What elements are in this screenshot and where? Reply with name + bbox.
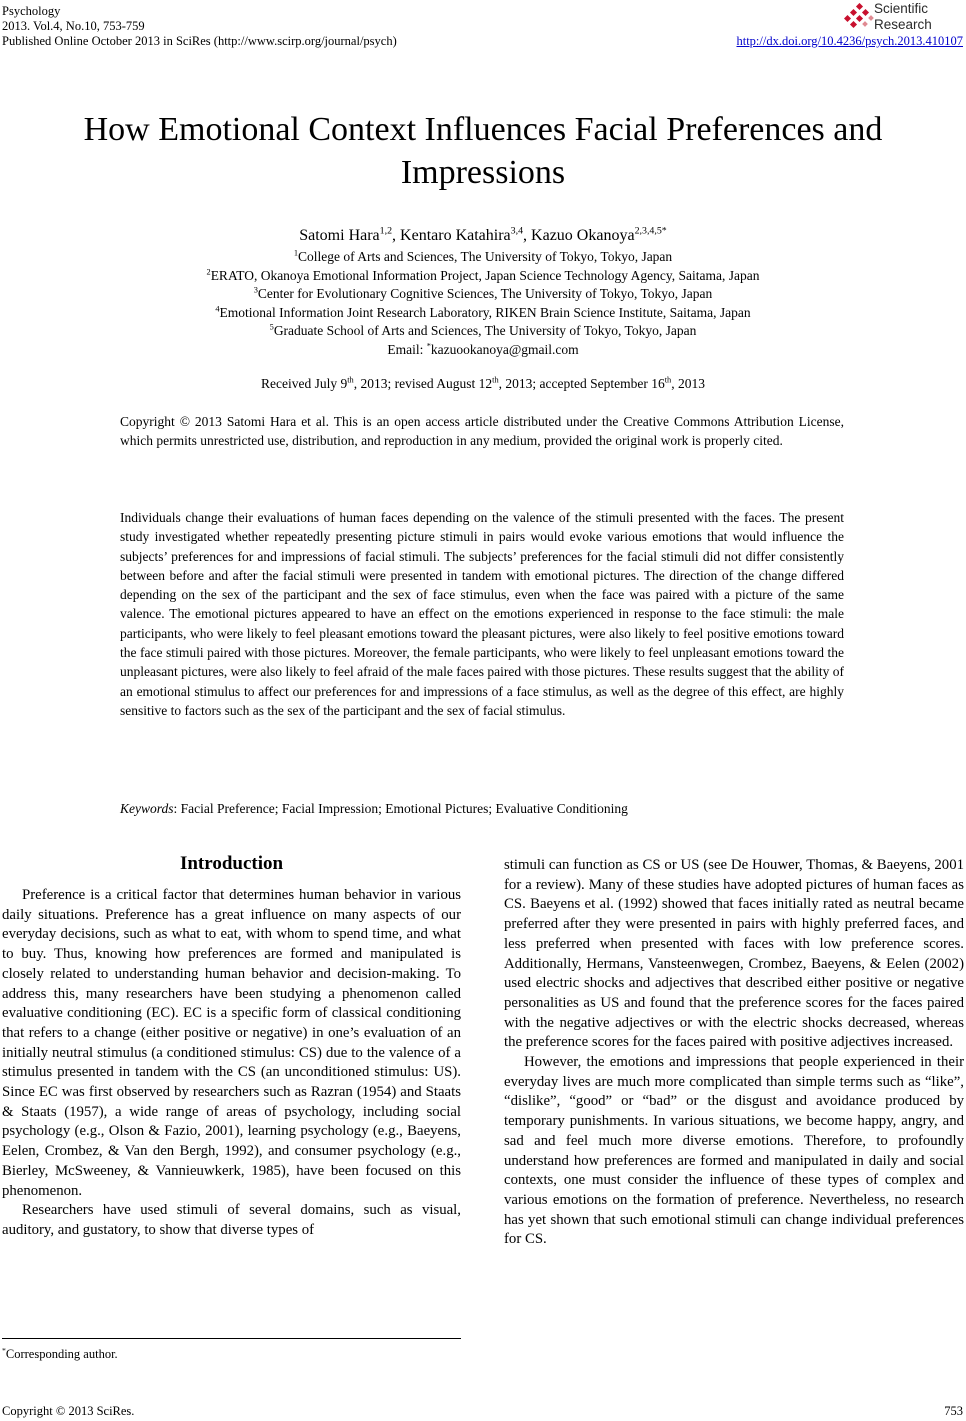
copyright-notice: Copyright © 2013 Satomi Hara et al. This is an open access article distributed under the Creative Commons Attribution License, which permits unrestricted use, distribution, and reproduction in any medium, provided the original work is properly cited. bbox=[120, 414, 844, 449]
author-list bbox=[0, 226, 966, 246]
keywords-list: : Facial Preference; Facial Impression; Emotional Pictures; Evaluative Conditioning bbox=[173, 801, 628, 816]
article-title bbox=[0, 108, 966, 194]
page-number: 753 bbox=[944, 1404, 963, 1418]
section-heading: Introduction bbox=[179, 853, 284, 874]
revised-date: , 2013; revised August 12 bbox=[353, 376, 493, 391]
email-address[interactable]: kazuookanoya@gmail.com bbox=[430, 342, 579, 357]
affiliation-text: Emotional Information Joint Research Laboratory, RIKEN Brain Science Institute, Saitama, Japan bbox=[219, 304, 751, 320]
author-separator: , bbox=[392, 227, 401, 244]
right-column bbox=[504, 856, 964, 1250]
affiliation bbox=[0, 322, 966, 341]
author-name: Kentaro Katahira bbox=[400, 227, 511, 244]
received-date: Received July 9 bbox=[261, 376, 348, 391]
paragraph: However, the emotions and impressions that people experienced in their everyday lives are much more complicated than simple terms such as “like”, “dislike”, “good” or “bad” or the disgust and avoidance produced by temporary punishments. In various situations, we become happy, angry, and sad and feel much more diverse emotions. Therefore, to profoundly understand how preferences are formed and manipulated in daily and social contexts, one must consider the influence of these types of complex and various emotions on the formation of preference. Nevertheless, no research has yet shown that such emotional stimuli can change individual preferences for CS. bbox=[504, 1054, 964, 1248]
footnote-text: Corresponding author. bbox=[5, 1347, 118, 1361]
keywords-label: Keywords bbox=[120, 801, 174, 816]
footnote-rule bbox=[2, 1338, 461, 1339]
affiliation bbox=[0, 267, 966, 286]
accepted-date: , 2013; accepted September 16 bbox=[498, 376, 665, 391]
paragraph: stimuli can function as CS or US (see De Houwer, Thomas, & Baeyens, 2001 for a review). Many of these studies have adopted pictures of human faces as CS. Baeyens et al. (1992) showed that faces initially rated as neutral became preferred after they were presented in pairs with highly preferred faces, and less preferred when presented with faces with low preference scores. Additionally, Hermans, Vansteenwegen, Crombez, Baeyens, & Eelen (2002) used electric shocks and adjectives that described either positive or negative personalities as US and found that the preference scores for the faces paired with the negative adjectives or with the electric shocks decreased, whereas the preference scores for the faces paired with positive adjectives increased. bbox=[504, 857, 964, 1051]
doi-link[interactable]: http://dx.doi.org/10.4236/psych.2013.410107 bbox=[736, 34, 963, 48]
affiliation-mark: 4 bbox=[215, 304, 220, 314]
email-prefix: Email: bbox=[387, 342, 427, 357]
logo-line-1: Scientific bbox=[874, 1, 929, 16]
email-mark: * bbox=[426, 341, 431, 351]
publisher-logo bbox=[844, 0, 962, 34]
affiliation bbox=[0, 248, 966, 267]
date-ordinal: th bbox=[664, 375, 672, 385]
affiliation-mark: 2 bbox=[206, 267, 211, 277]
author-name: Satomi Hara bbox=[299, 227, 380, 244]
affiliation-text: College of Arts and Sciences, The University of Tokyo, Tokyo, Japan bbox=[298, 249, 673, 264]
keywords bbox=[120, 799, 844, 818]
affiliation bbox=[0, 304, 966, 323]
journal-name: Psychology bbox=[2, 4, 61, 18]
email-line bbox=[0, 341, 966, 360]
volume-info: 2013. Vol.4, No.10, 753-759 bbox=[2, 19, 145, 33]
author-affiliation-mark: 3,4 bbox=[510, 225, 524, 237]
affiliation-text: Center for Evolutionary Cognitive Sciences, The University of Tokyo, Tokyo, Japan bbox=[257, 286, 713, 301]
affiliation-mark: 1 bbox=[293, 248, 298, 258]
affiliation-mark: 5 bbox=[269, 322, 274, 332]
publication-info: Published Online October 2013 in SciRes (http://www.scirp.org/journal/psych) bbox=[2, 34, 397, 48]
affiliation-mark: 3 bbox=[253, 285, 258, 295]
paragraph: Researchers have used stimuli of several domains, such as visual, auditory, and gustatory, to show that diverse types of bbox=[2, 1202, 461, 1238]
author-separator: , bbox=[523, 227, 532, 244]
affiliation-text: Graduate School of Arts and Sciences, The University of Tokyo, Tokyo, Japan bbox=[273, 323, 697, 338]
author-affiliation-mark: 2,3,4,5* bbox=[634, 225, 667, 237]
affiliation bbox=[0, 285, 966, 304]
title-line-1: How Emotional Context Influences Facial Preferences and bbox=[83, 111, 883, 148]
footer-copyright: Copyright © 2013 SciRes. bbox=[2, 1404, 135, 1418]
left-column bbox=[2, 852, 461, 1241]
logo-line-2: Research bbox=[874, 17, 932, 32]
date-ordinal: th bbox=[347, 375, 354, 385]
author-name: Kazuo Okanoya bbox=[531, 227, 635, 244]
affiliation-text: ERATO, Okanoya Emotional Information Project, Japan Science Technology Agency, Saitama, Japan bbox=[210, 267, 760, 283]
article-dates bbox=[0, 375, 966, 394]
abstract: Individuals change their evaluations of human faces depending on the valence of the stimuli presented with the faces. The present study investigated whether repeatedly presenting picture stimuli in pairs would evoke various emotions that would influence the subjects’ preferences for and impressions of facial stimuli. The subjects’ preferences for the facial stimuli did not differ consistently between before and after the facial stimuli were presented in tandem with emotional pictures. The direction of the change differed depending on the sex of the participant and the sex of face stimulus, even when the face was paired with a picture of the same valence. The emotional pictures appeared to have an effect on the emotions experienced in response to the face stimuli: the male participants, who were likely to feel pleasant emotions toward the pleasant pictures, were also likely to feel positive emotions toward the face stimuli paired with those pictures. Moreover, the female participants, who were likely to feel unpleasant emotions toward the unpleasant pictures, were also likely to feel afraid of the male faces paired with those pictures. These results suggest that the ability of an emotional stimulus to affect our preferences for and impressions of a face stimulus, as well as the degree of this effect, are highly sensitive to factors such as the sex of the participant and the sex of facial stimulus. bbox=[120, 510, 844, 718]
title-line-2: Impressions bbox=[400, 154, 566, 191]
footnote-mark: * bbox=[2, 1345, 6, 1355]
diamond-cluster-icon bbox=[844, 3, 874, 31]
date-ordinal: th bbox=[492, 375, 499, 385]
author-affiliation-mark: 1,2 bbox=[379, 225, 393, 237]
date-year: , 2013 bbox=[671, 376, 705, 391]
footnote bbox=[2, 1347, 118, 1362]
paragraph: Preference is a critical factor that determines human behavior in various daily situations. Preference has a great influence on many aspects of our everyday decisions, such as what to eat, with whom to spend time, and what to buy. Thus, knowing how preferences are formed and manipulated is closely related to understanding human behavior and decision-making. To address this, many researchers have been studying a phenomenon called evaluative conditioning (EC). EC is a specific form of classical conditioning that refers to a change (either positive or negative) in one’s evaluation of an initially neutral stimulus (a conditioned stimulus: CS) due to the valence of a stimulus presented in tandem with the CS (an unconditioned stimulus: US). Since EC was first observed by researchers such as Razran (1954) and Staats & Staats (1957), a wide range of areas of psychology, including social psychology (e.g., Olson & Fazio, 2001), learning psychology (e.g., Baeyens, Eelen, Crombez, & Van den Bergh, 1992), and consumer psychology (e.g., Bierley, McSweeney, & Vannieuwkerk, 1985), have been focused on this phenomenon. bbox=[2, 887, 461, 1199]
